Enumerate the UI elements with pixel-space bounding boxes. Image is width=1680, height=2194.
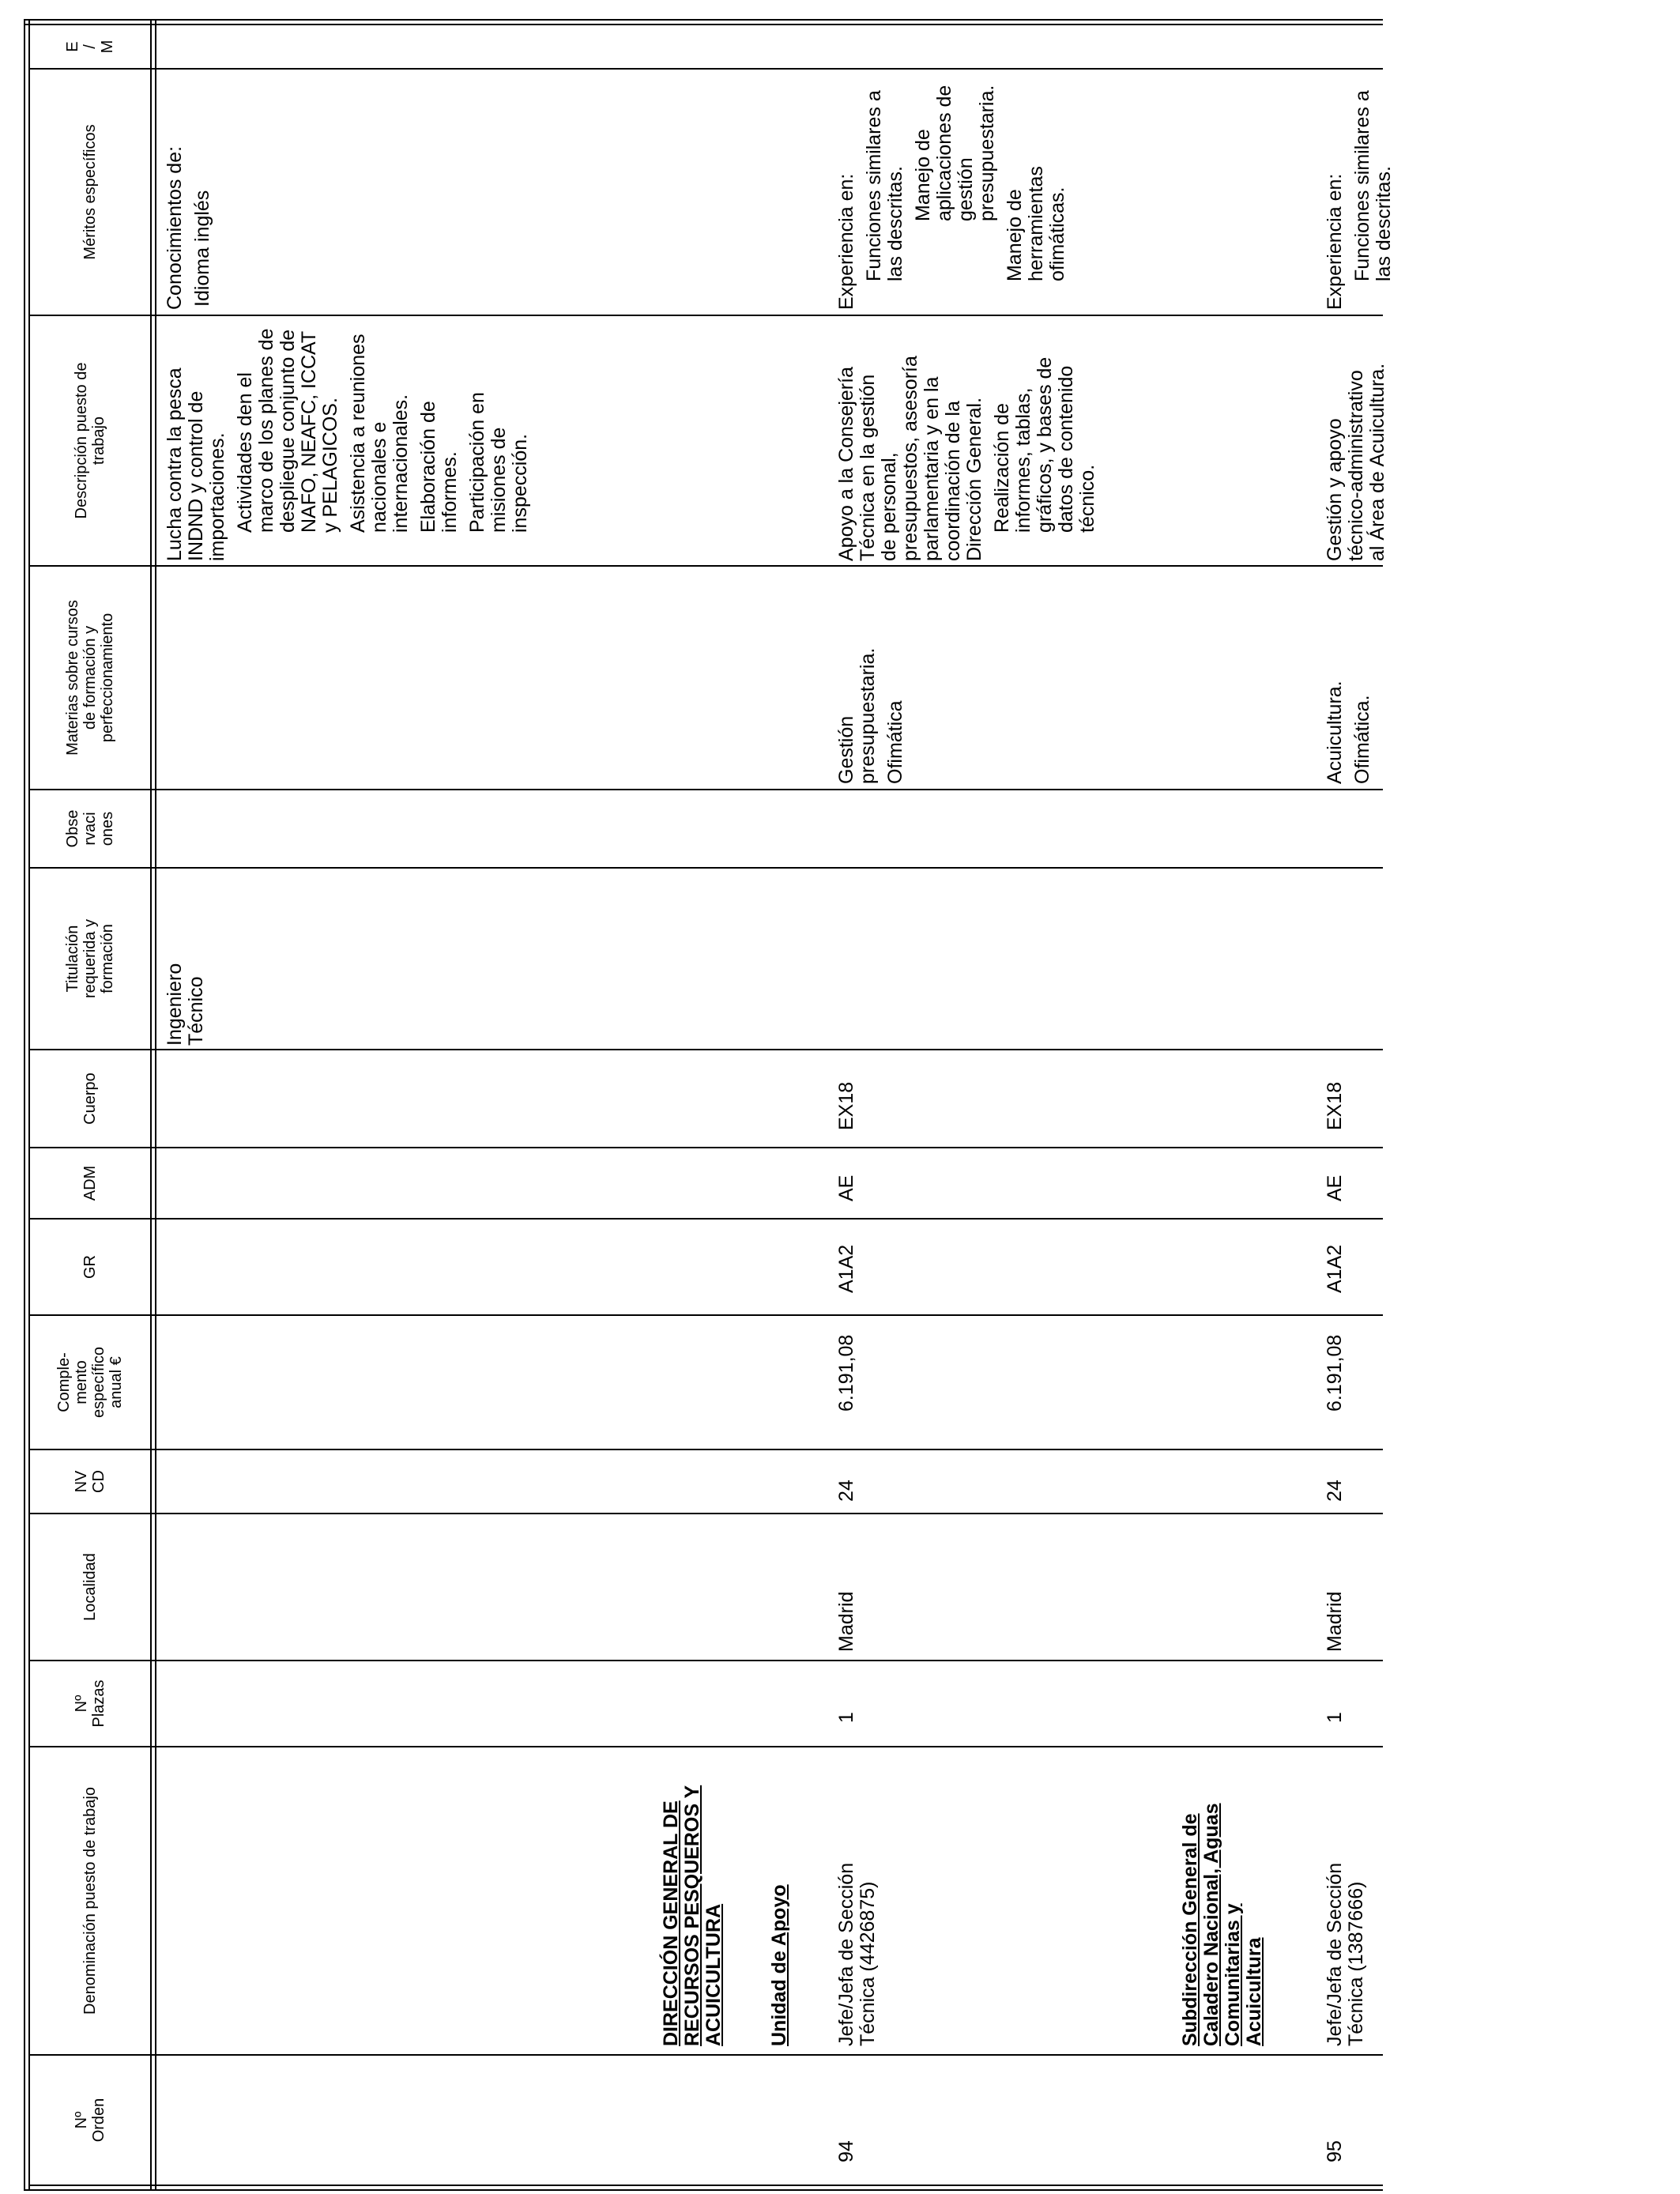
row-descripcion xyxy=(1324,318,1395,561)
materia-item: Ofimática xyxy=(884,700,906,784)
row-descripcion xyxy=(836,318,1105,561)
row-complemento: 6.191,08 xyxy=(835,1334,857,1412)
column-separator xyxy=(28,789,1383,790)
description-paragraph: Lucha contra la pesca INDND y control de importaciones. xyxy=(164,368,228,561)
column-separator xyxy=(28,1049,1383,1050)
frame-line xyxy=(24,19,1383,21)
header-complemento: Comple- mento específico anual € xyxy=(55,1346,125,1419)
header-descripcion: Descripción puesto de trabajo xyxy=(73,362,107,519)
row-meritos xyxy=(1324,73,1401,310)
continuation-titulacion: Ingeniero Técnico xyxy=(164,963,207,1046)
row-localidad: Madrid xyxy=(835,1591,857,1652)
row-plazas: 1 xyxy=(1324,1712,1346,1723)
description-paragraph: Elaboración de informes. xyxy=(417,401,461,533)
row-cuerpo: EX18 xyxy=(1324,1081,1346,1130)
header-materias: Materias sobre cursos de formación y perfeccionamiento xyxy=(64,600,116,756)
column-separator xyxy=(28,2054,1383,2056)
merit-paragraph: Funciones similares a las descritas. xyxy=(1351,90,1395,281)
description-paragraph: Participación en misiones de inspección. xyxy=(466,392,531,533)
description-paragraph: Realización de informes, tablas, gráficos, y bases de datos de contenido técnico. xyxy=(991,356,1098,533)
description-paragraph: Apoyo a la Consejería Técnica en la gestión de personal, presupuestos, asesoría parlamentaria y en la coordinación de la Dirección General. xyxy=(835,356,985,561)
header-em: E / M xyxy=(64,40,116,54)
frame-line xyxy=(24,19,25,2191)
continuation-descripcion xyxy=(164,318,537,561)
column-separator xyxy=(28,565,1383,567)
header-observaciones: Obse rvaci ones xyxy=(64,809,116,848)
row-nivel: 24 xyxy=(835,1480,857,1502)
frame-line xyxy=(24,24,1383,25)
row-grupo: A1A2 xyxy=(1324,1244,1346,1293)
row-plazas: 1 xyxy=(835,1712,857,1723)
header-grupo: GR xyxy=(81,1255,99,1279)
row-nivel: 24 xyxy=(1324,1480,1346,1502)
row-cuerpo: EX18 xyxy=(835,1081,857,1130)
row-complemento: 6.191,08 xyxy=(1324,1334,1346,1412)
header-nivel: NV CD xyxy=(73,1470,107,1493)
merit-paragraph: Experiencia en: xyxy=(1324,173,1346,310)
description-paragraph: Actividades den el marco de los planes de despliegue conjunto de NAFO, NEAFC, ICCAT y PELAGICOS. xyxy=(234,328,341,533)
column-separator xyxy=(28,315,1383,316)
merit-paragraph: Conocimientos de: xyxy=(164,145,186,310)
section-subdireccion: Subdirección General de Caladero Nacional, Aguas Comunitarias y Acuicultura xyxy=(1179,1803,1265,2046)
merit-paragraph: Idioma inglés xyxy=(191,190,213,307)
section-direccion: DIRECCIÓN GENERAL DE RECURSOS PESQUEROS Y ACUICULTURA xyxy=(660,1785,725,2046)
header-titulacion: Titulación requerida y formación xyxy=(64,918,116,999)
merit-paragraph: Manejo de herramientas ofimáticas. xyxy=(1004,166,1068,281)
column-separator xyxy=(28,1513,1383,1514)
row-adm: AE xyxy=(1324,1174,1346,1201)
frame-line xyxy=(28,19,30,2191)
header-cuerpo: Cuerpo xyxy=(81,1072,99,1125)
description-paragraph: Gestión y apoyo técnico-administrativo al Área de Acuicultura. xyxy=(1324,363,1388,561)
row-grupo: A1A2 xyxy=(835,1244,857,1293)
header-adm: ADM xyxy=(81,1165,99,1201)
column-separator xyxy=(28,1147,1383,1148)
column-separator xyxy=(28,1314,1383,1316)
row-adm: AE xyxy=(835,1174,857,1201)
materia-item: Gestión presupuestaria. xyxy=(835,647,879,784)
frame-line xyxy=(24,2189,1383,2191)
merit-paragraph: Experiencia en: xyxy=(835,173,857,310)
header-separator xyxy=(150,19,152,2191)
row-materias xyxy=(1324,571,1380,784)
header-plazas: Nº Plazas xyxy=(73,1679,107,1728)
materia-item: Acuicultura. xyxy=(1324,680,1346,784)
section-unidad: Unidad de Apoyo xyxy=(768,1884,790,2046)
column-separator xyxy=(28,1218,1383,1220)
frame-line xyxy=(28,2185,1383,2186)
row-orden: 94 xyxy=(835,2140,857,2162)
header-orden: Nº Orden xyxy=(73,2098,107,2143)
merit-paragraph: Manejo de aplicaciones de gestión presupuestaria. xyxy=(912,85,998,221)
description-paragraph: Asistencia a reuniones nacionales e internacionales. xyxy=(347,334,412,533)
row-denominacion: Jefe/Jefa de Sección Técnica (4426875) xyxy=(835,1862,879,2046)
header-meritos: Méritos específicos xyxy=(81,124,99,260)
header-denominacion: Denominación puesto de trabajo xyxy=(81,1787,99,2015)
column-separator xyxy=(28,1746,1383,1747)
materia-item: Ofimática. xyxy=(1351,695,1373,784)
row-denominacion: Jefe/Jefa de Sección Técnica (1387666) xyxy=(1324,1862,1367,2046)
column-separator xyxy=(28,867,1383,869)
column-separator xyxy=(28,68,1383,70)
row-materias xyxy=(836,571,913,784)
row-meritos xyxy=(836,73,1075,310)
row-orden: 95 xyxy=(1324,2140,1346,2162)
column-separator xyxy=(28,1660,1383,1661)
continuation-meritos xyxy=(164,73,220,310)
merit-paragraph: Funciones similares a las descritas. xyxy=(863,90,906,281)
header-localidad: Localidad xyxy=(81,1553,99,1621)
column-separator xyxy=(28,1449,1383,1450)
row-localidad: Madrid xyxy=(1324,1591,1346,1652)
header-separator xyxy=(155,19,156,2191)
